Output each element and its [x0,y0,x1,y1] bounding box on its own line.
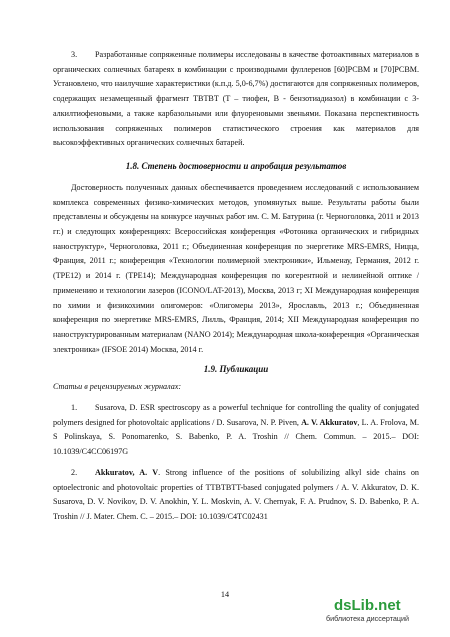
paragraph-3-text: Разработанные сопряженные полимеры исследованы в качестве фотоактивных материалов в органических солнечных батареях в комбинации с производными фуллеренов [60]PCBM и [70]PCBM. Установлено, что наилучшие характеристики (к.п.д. 5,0-6,7%) достигаются для сопряженных полимеров, содержащих незамещенный фрагмент TBTBT (T – тиофен, B - бензотиадиазол) в комбинации с 3-алкилтиофеновыми, а также карбазольными или флуореновыми звеньями. Показана перспективность использования сопряженных полимеров статистического строения как материалов для высокоэффективных органических солнечных батарей. [53,50,419,148]
document-page [53,48,419,531]
reference-text: Susarova, D. ESR spectroscopy as a powerful technique for controlling the quality of conjugated polymers designed for photovoltaic applications / D. Susarova, N. P. Piven, [53,403,419,427]
reference-author-bold: A. V. Akkuratov [301,417,358,427]
paragraph-number: 3. [71,50,78,59]
watermark-tagline: библиотека диссертаций [326,614,410,623]
watermark [326,598,436,632]
watermark-logo: dsLib.net [334,597,401,614]
section-1-9-heading: 1.9. Публикации [203,364,269,375]
section-1-8-heading: 1.8. Степень достоверности и апробация результатов [125,160,347,171]
reference-1 [53,401,419,460]
page-number: 14 [220,590,230,599]
paragraph-3 [53,48,419,151]
reference-number: 2. [71,467,78,477]
publications-subheading: Статьи в рецензируемых журналах: [53,382,182,392]
reference-2 [53,466,419,525]
reference-author-bold: Akkuratov, A. V [95,467,159,477]
reference-text: . Strong influence of the positions of solubilizing alkyl side chains on optoelectronic and photovoltaic properties of TTBTBTT-based conjugated polymers / A. V. Akkuratov, D. K. Susarova, D. V. Novikov, D. V. Anokhin, Y. L. Moskvin, A. V. Chernyak, F. A. Prudnov, S. D. Babenko, P. A. Troshin // J. Mater. Chem. C. – 2015.– DOI: 10.1039/C4TC02431 [53,467,419,521]
reference-number: 1. [71,403,78,413]
section-1-8-text: Достоверность полученных данных обеспечивается проведением исследований с использованием комплекса современных физико-химических методов, упомянутых выше. Результаты работы были представлены и обсуждены на конкурсе научных работ им. С. М. Батурина (г. Черноголовка, 2011 и 2013 гг.) и следующих конференциях: Всероссийская конференция «Фотоника органических и гибридных наноструктур», Черноголовка, 2011 г.; Объединенная конференция по энергетике MRS-EMRS, Ницца, Франция, 2011 г.; конференция «Технологии полимерной электроники», Ильменау, Германия, 2012 г. (TPE12) и 2014 г. (TPE14); Международная конференция по когерентной и нелинейной оптике / применению и технологии лазеров (ICONO/LAT-2013), Москва, 2013 г; XI Международная конференция по химии и физикохимии олигомеров: «Олигомеры 2013», Ярославль, 2013 г.; Объединенная конференция по энергетике MRS-EMRS, Лилль, Франция, 2014; XII Международная конференция по наноструктурированным материалам (NANO 2014); Международная школа-конференция «Органическая электроника» (IFSOE 2014) Москва, 2014 г. [53,182,419,354]
reference-text: , L. A. Frolova, M. S Polinskaya, S. Ponomarenko, S. Babenko, P. A. Troshin // Chem. Commun. – 2015.– DOI: 10.1039/C4CC06197G [53,417,420,457]
